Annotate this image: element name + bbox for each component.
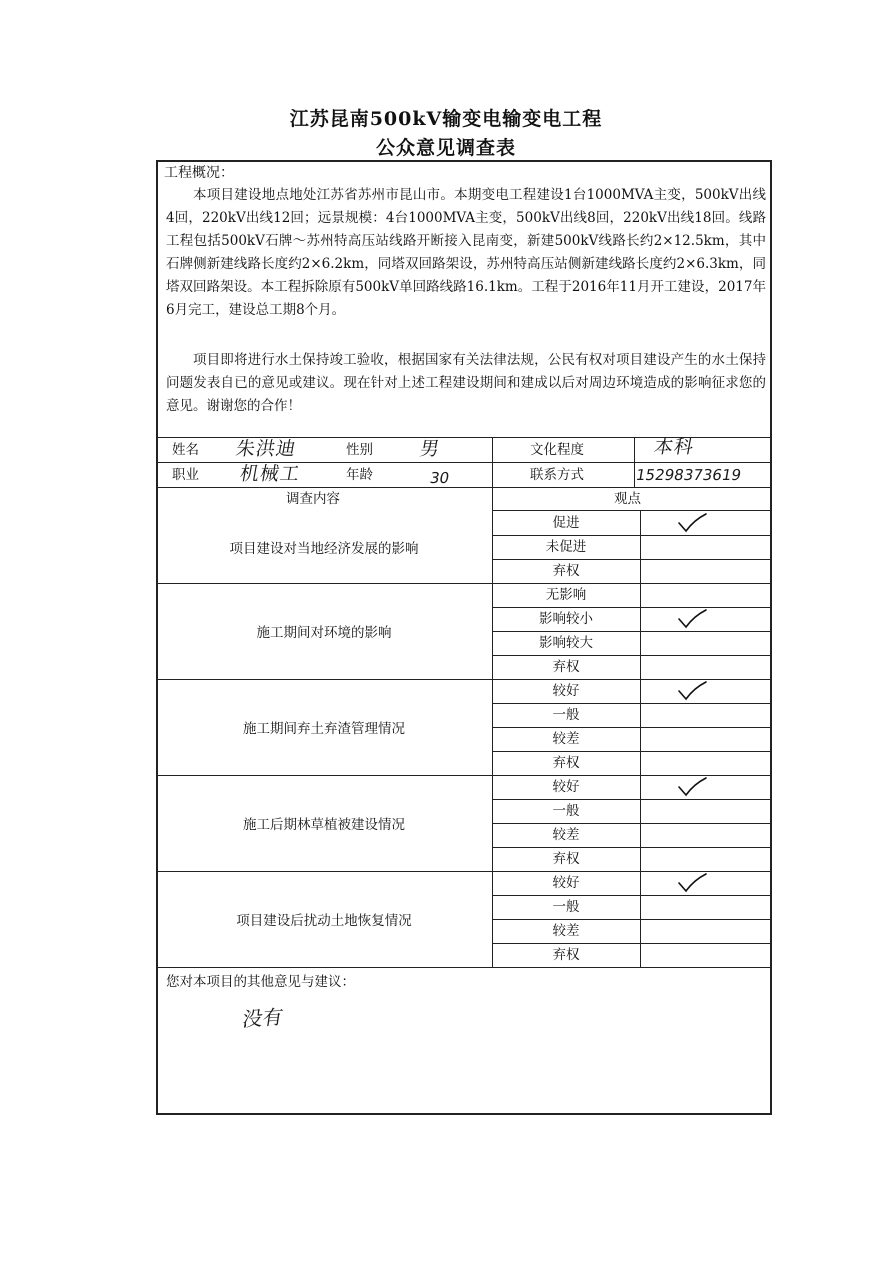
question-block-line [156, 583, 772, 584]
gender-value: 男 [418, 438, 442, 460]
question-2-option: 影响较大 [539, 635, 593, 651]
question-4-option: 较好 [552, 779, 580, 795]
option-row-line [492, 727, 772, 728]
question-5-option: 较好 [552, 875, 580, 891]
contact-value: 15298373619 [634, 466, 743, 484]
question-4-option: 一般 [552, 803, 580, 819]
question-2-option: 影响较小 [539, 611, 593, 627]
option-row-line [492, 631, 772, 632]
document-title: 江苏昆南500kV输变电输变电工程 [289, 108, 603, 130]
age-value: 30 [428, 469, 451, 487]
question-1-text: 项目建设对当地经济发展的影响 [229, 541, 419, 557]
option-row-line [492, 847, 772, 848]
checkmark-icon [676, 512, 708, 534]
age-label: 年龄 [346, 467, 373, 483]
question-3-option: 较差 [552, 731, 580, 747]
checkmark-icon [676, 872, 708, 894]
checkmark-icon [676, 680, 708, 702]
contact-label: 联系方式 [530, 467, 584, 483]
question-1-option: 促进 [552, 515, 580, 531]
option-row-line [492, 919, 772, 920]
question-2-option: 弃权 [552, 659, 580, 675]
job-label: 职业 [172, 467, 199, 483]
option-row-line [492, 751, 772, 752]
question-4-option: 弃权 [552, 851, 580, 867]
table-col-divider-2 [640, 510, 641, 967]
overview-label: 工程概况： [164, 165, 234, 181]
header-opinion: 观点 [614, 491, 641, 507]
question-2-option: 无影响 [545, 587, 587, 603]
option-row-line [492, 655, 772, 656]
option-row-line [492, 703, 772, 704]
info-divider [492, 437, 493, 487]
option-row-line [492, 895, 772, 896]
option-row-line [492, 823, 772, 824]
suggestion-value: 没有 [240, 1004, 285, 1032]
overview-paragraph-1: 本项目建设地点地处江苏省苏州市昆山市。本期变电工程建设1台1000MVA主变，500kV出线4回，220kV出线12回；远景规模：4台1000MVA主变，500kV出线8回，220kV出线18回。线路工程包括500kV石牌～苏州特高压站线路开断接入昆南变，新建500kV线路长约2×12.5km，其中石牌侧新建线路长度约2×6.2km，同塔双回路架设，苏州特高压站侧新建线路长度约2×6.3km，同塔双回路架设。本工程拆除原有500kV单回路线路16.1km。工程于2016年11月开工建设，2017年6月完工，建设总工期8个月。 [166, 187, 766, 318]
question-4-text: 施工后期林草植被建设情况 [243, 817, 405, 833]
question-2-text: 施工期间对环境的影响 [256, 625, 392, 641]
option-row-line [492, 943, 772, 944]
checkmark-icon [676, 608, 708, 630]
question-1-option: 弃权 [552, 563, 580, 579]
header-content: 调查内容 [286, 491, 340, 507]
question-1-option: 未促进 [545, 539, 587, 555]
question-5-option: 一般 [552, 899, 580, 915]
name-label: 姓名 [172, 442, 199, 458]
gender-label: 性别 [346, 442, 373, 458]
education-label: 文化程度 [530, 442, 584, 458]
question-5-text: 项目建设后扰动土地恢复情况 [236, 913, 412, 929]
option-row-line [492, 799, 772, 800]
job-value: 机械工 [238, 463, 302, 485]
education-value: 本科 [652, 436, 696, 458]
question-3-text: 施工期间弃土弃渣管理情况 [243, 721, 405, 737]
question-5-option: 较差 [552, 923, 580, 939]
question-4-option: 较差 [552, 827, 580, 843]
name-value: 朱洪迪 [234, 438, 298, 460]
document-subtitle: 公众意见调查表 [375, 137, 516, 159]
suggestion-label: 您对本项目的其他意见与建议： [166, 974, 355, 990]
question-5-option: 弃权 [552, 947, 580, 963]
overview-paragraph-2: 项目即将进行水土保持竣工验收，根据国家有关法律法规，公民有权对项目建设产生的水土保持问题发表自已的意见或建议。现在针对上述工程建设期间和建成以后对周边环境造成的影响征求您的意见。谢谢您的合作！ [166, 352, 766, 414]
question-3-option: 弃权 [552, 755, 580, 771]
table-bottom-line [156, 967, 772, 968]
option-row-line [492, 559, 772, 560]
checkmark-icon [676, 776, 708, 798]
question-3-option: 一般 [552, 707, 580, 723]
info-bottom-line [156, 487, 772, 488]
question-3-option: 较好 [552, 683, 580, 699]
option-row-line [492, 607, 772, 608]
option-row-line [492, 535, 772, 536]
